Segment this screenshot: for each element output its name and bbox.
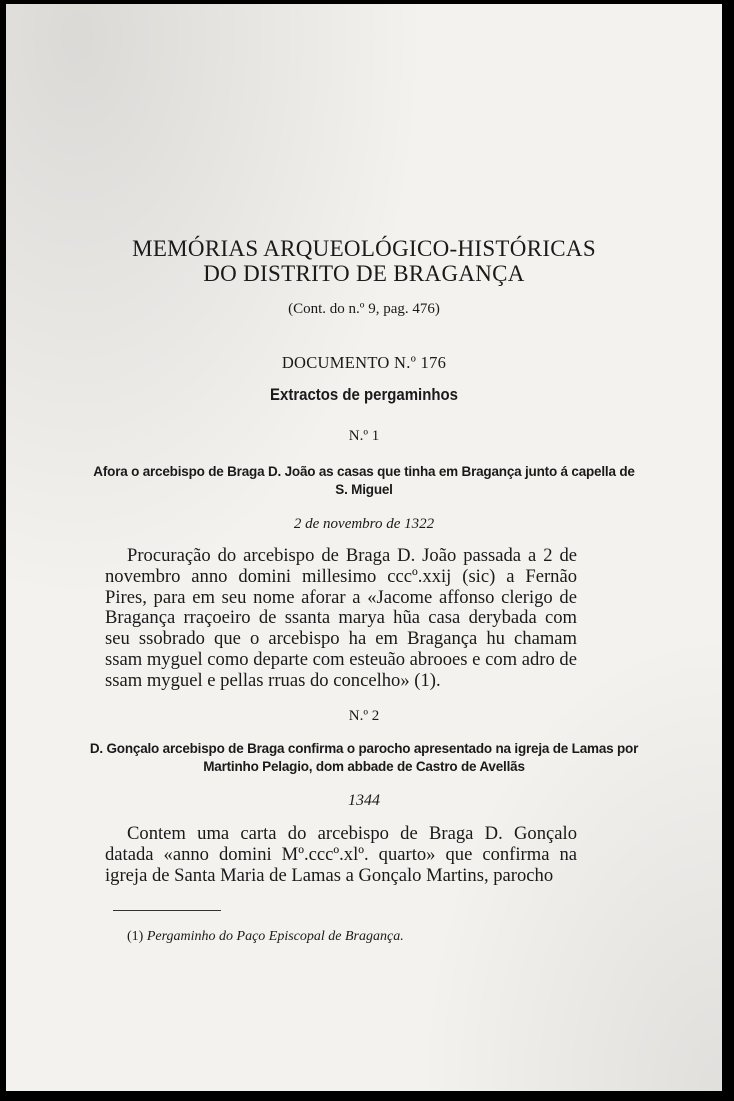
document-number: DOCUMENTO N.º 176 (281, 353, 447, 372)
entry-body: Contem uma carta do arcebispo de Braga D. Gonçalo datada «anno domini Mº.cccº.xlº. quarto» que confirma na igreja de Santa Maria de Lamas a Gonçalo Martins, parocho (105, 823, 577, 886)
entry-number: N.º 2 (348, 708, 380, 724)
document-subtitle: Extractos de pergaminhos (270, 385, 458, 404)
footnote-marker: (1) (127, 929, 144, 944)
footnote (127, 929, 627, 945)
entry-number: N.º 1 (348, 428, 380, 444)
entry-heading: D. Gonçalo arcebispo de Braga confirma o parocho apresentado na igreja de Lamas por Martinho Pelagio, dom abbade de Castro de Avellãs (89, 741, 639, 774)
entry-date: 1344 (348, 792, 380, 809)
page-title-line-2: DO DISTRITO DE BRAGANÇA (203, 261, 525, 286)
footnote-text: Pergaminho do Paço Episcopal de Bragança. (146, 929, 404, 944)
entry-heading: Afora o arcebispo de Braga D. João as casas que tinha em Bragança junto á capella de S. Miguel (93, 464, 635, 497)
footnote-divider (113, 910, 221, 911)
entry-body: Procuração do arcebispo de Braga D. João passada a 2 de novembro anno domini millesimo cccº.xxij (sic) a Fernão Pires, para em seu nome aforar a «Jacome affonso clerigo de Bragança rraçoeiro de ssanta marya hũa casa derybada com seu ssobrado que o arcebispo ha em Bragança hu chamam ssam myguel como departe com esteuão abrooes e com adro de ssam myguel e pellas rruas do concelho» (1). (105, 545, 577, 691)
page-title-line-1: MEMÓRIAS ARQUEOLÓGICO-HISTÓRICAS (132, 236, 596, 261)
document-page (6, 4, 722, 1091)
continuation-note: (Cont. do n.º 9, pag. 476) (288, 301, 440, 317)
entry-date: 2 de novembro de 1322 (293, 516, 435, 532)
